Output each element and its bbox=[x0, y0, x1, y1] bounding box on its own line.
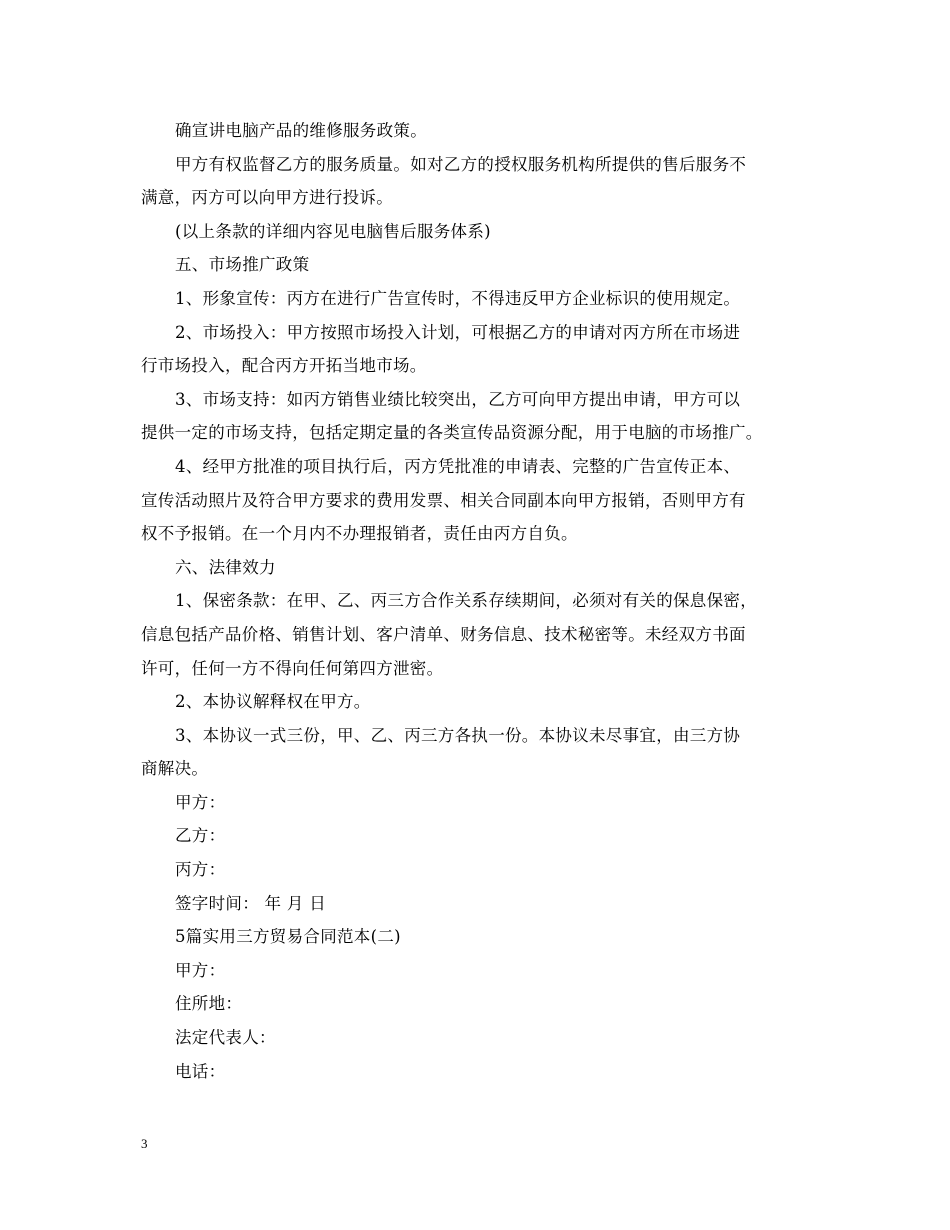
text-line: 3、本协议一式三份，甲、乙、丙三方各执一份。本协议未尽事宜，由三方协 bbox=[175, 725, 741, 745]
text-line: 法定代表人： bbox=[175, 1028, 276, 1048]
text-line: 签字时间： 年 月 日 bbox=[175, 893, 327, 913]
text-line: 丙方： bbox=[175, 860, 226, 880]
text-line: (以上条款的详细内容见电脑售后服务体系) bbox=[175, 221, 491, 241]
page-number: 3 bbox=[141, 1136, 148, 1151]
text-line: 甲方： bbox=[175, 960, 226, 980]
text-line: 确宣讲电脑产品的维修服务政策。 bbox=[175, 121, 427, 140]
text-line: 甲方： bbox=[175, 792, 226, 812]
text-line: 2、市场投入：甲方按照市场投入计划，可根据乙方的申请对丙方所在市场进 bbox=[175, 322, 741, 342]
text-line: 乙方： bbox=[175, 826, 226, 846]
document-body bbox=[141, 114, 813, 1088]
text-line: 信息包括产品价格、销售计划、客户清单、财务信息、技术秘密等。未经双方书面 bbox=[141, 624, 746, 644]
text-line: 4、经甲方批准的项目执行后，丙方凭批准的申请表、完整的广告宣传正本、 bbox=[175, 456, 741, 476]
text-line: 甲方有权监督乙方的服务质量。如对乙方的授权服务机构所提供的售后服务不 bbox=[175, 154, 747, 174]
text-line: 宣传活动照片及符合甲方要求的费用发票、相关合同副本向甲方报销，否则甲方有 bbox=[141, 490, 746, 510]
text-line: 权不予报销。在一个月内不办理报销者，责任由丙方自负。 bbox=[141, 524, 578, 544]
text-line: 3、市场支持：如丙方销售业绩比较突出，乙方可向甲方提出申请，甲方可以 bbox=[175, 389, 741, 409]
text-line: 住所地： bbox=[175, 994, 243, 1014]
text-line: 电话： bbox=[175, 1061, 226, 1081]
text-line: 行市场投入，配合丙方开拓当地市场。 bbox=[141, 356, 427, 376]
text-line: 商解决。 bbox=[141, 759, 209, 779]
text-line: 五、市场推广政策 bbox=[175, 255, 310, 275]
text-line: 满意，丙方可以向甲方进行投诉。 bbox=[141, 188, 393, 208]
text-line: 1、形象宣传：丙方在进行广告宣传时，不得违反甲方企业标识的使用规定。 bbox=[175, 288, 741, 308]
text-line: 5篇实用三方贸易合同范本(二) bbox=[175, 927, 401, 947]
text-line: 2、本协议解释权在甲方。 bbox=[175, 692, 371, 712]
text-line: 许可，任何一方不得向任何第四方泄密。 bbox=[141, 658, 444, 678]
text-line: 六、法律效力 bbox=[175, 557, 276, 577]
text-line: 1、保密条款：在甲、乙、丙三方合作关系存续期间，必须对有关的保息保密， bbox=[175, 591, 757, 611]
text-line: 提供一定的市场支持，包括定期定量的各类宣传品资源分配，用于电脑的市场推广。 bbox=[141, 423, 763, 443]
